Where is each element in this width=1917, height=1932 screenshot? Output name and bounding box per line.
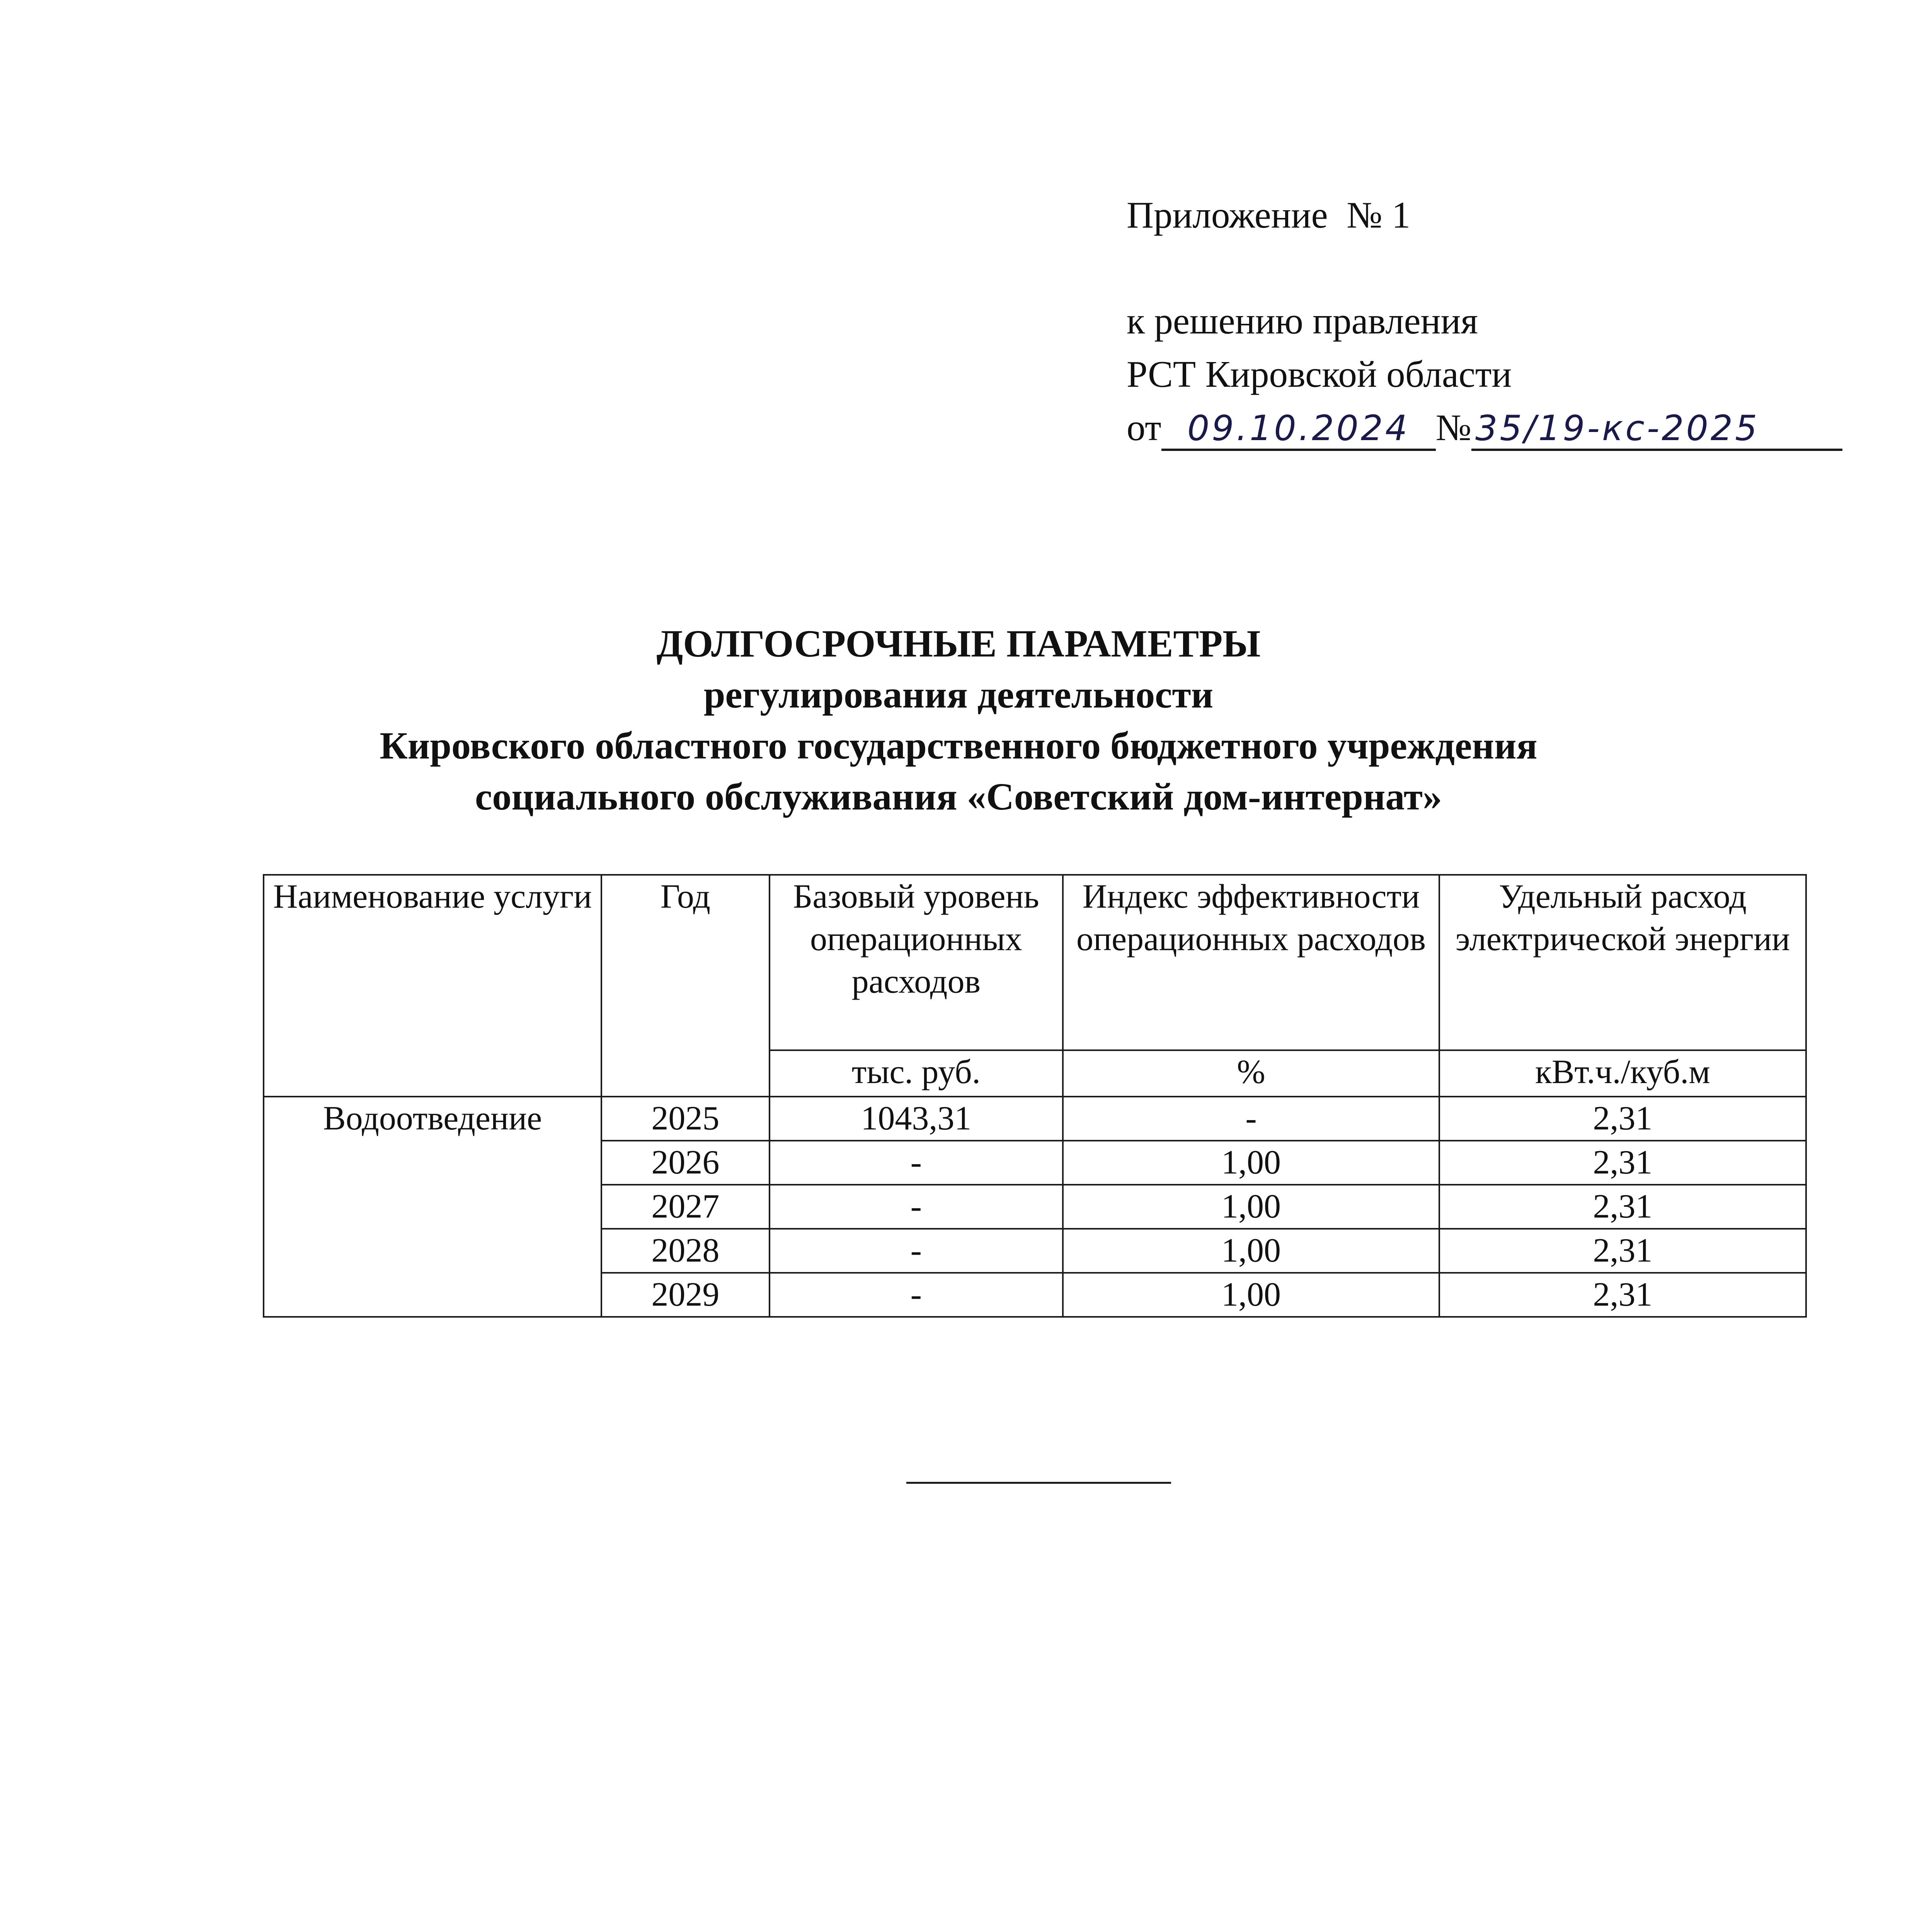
unit-efficiency-index: % [1063,1050,1439,1097]
parameters-table [263,874,1807,1318]
table-header-row [264,875,1806,1050]
unit-energy-consumption: кВт.ч./куб.м [1439,1050,1806,1097]
document-heading [0,618,1917,822]
year-cell: 2025 [601,1097,769,1141]
base-cell: - [770,1273,1063,1317]
heading-line-4: социального обслуживания «Советский дом-интернат» [475,775,1442,818]
heading-line-3: Кировского областного государственного бюджетного учреждения [380,724,1537,767]
energy-cell: 2,31 [1439,1273,1806,1317]
handwritten-date: 09.10.2024 [1161,408,1436,451]
energy-cell: 2,31 [1439,1229,1806,1273]
year-cell: 2029 [601,1273,769,1317]
appendix-title: Приложение № 1 [1127,194,1411,236]
heading-line-1: ДОЛГОСРОЧНЫЕ ПАРАМЕТРЫ [656,622,1261,665]
end-separator-line [906,1482,1171,1484]
header-year: Год [601,875,769,1097]
appendix-line-authority: РСТ Кировской области [1127,354,1512,395]
table-row [264,1097,1806,1141]
index-cell: - [1063,1097,1439,1141]
energy-cell: 2,31 [1439,1097,1806,1141]
date-prefix: от [1127,407,1161,448]
appendix-line-decision: к решению правления [1127,300,1478,342]
handwritten-number: 35/19-кс-2025 [1471,408,1842,451]
year-cell: 2028 [601,1229,769,1273]
appendix-line-date-number [1127,401,1842,454]
energy-cell: 2,31 [1439,1141,1806,1185]
energy-cell: 2,31 [1439,1185,1806,1229]
unit-base-level: тыс. руб. [770,1050,1063,1097]
index-cell: 1,00 [1063,1273,1439,1317]
appendix-block [1127,189,1842,454]
heading-line-2: регулирования деятельности [703,673,1214,716]
base-cell: - [770,1185,1063,1229]
index-cell: 1,00 [1063,1185,1439,1229]
base-cell: - [770,1229,1063,1273]
year-cell: 2026 [601,1141,769,1185]
index-cell: 1,00 [1063,1141,1439,1185]
header-efficiency-index: Индекс эффективности операционных расходов [1063,875,1439,1050]
base-cell: 1043,31 [770,1097,1063,1141]
base-cell: - [770,1141,1063,1185]
header-service: Наименование услуги [264,875,601,1097]
index-cell: 1,00 [1063,1229,1439,1273]
header-base-level: Базовый уровень операционных расходов [770,875,1063,1050]
year-cell: 2027 [601,1185,769,1229]
number-prefix: № [1435,407,1472,448]
service-name-cell: Водоотведение [264,1097,601,1317]
header-energy-consumption: Удельный расход электрической энергии [1439,875,1806,1050]
